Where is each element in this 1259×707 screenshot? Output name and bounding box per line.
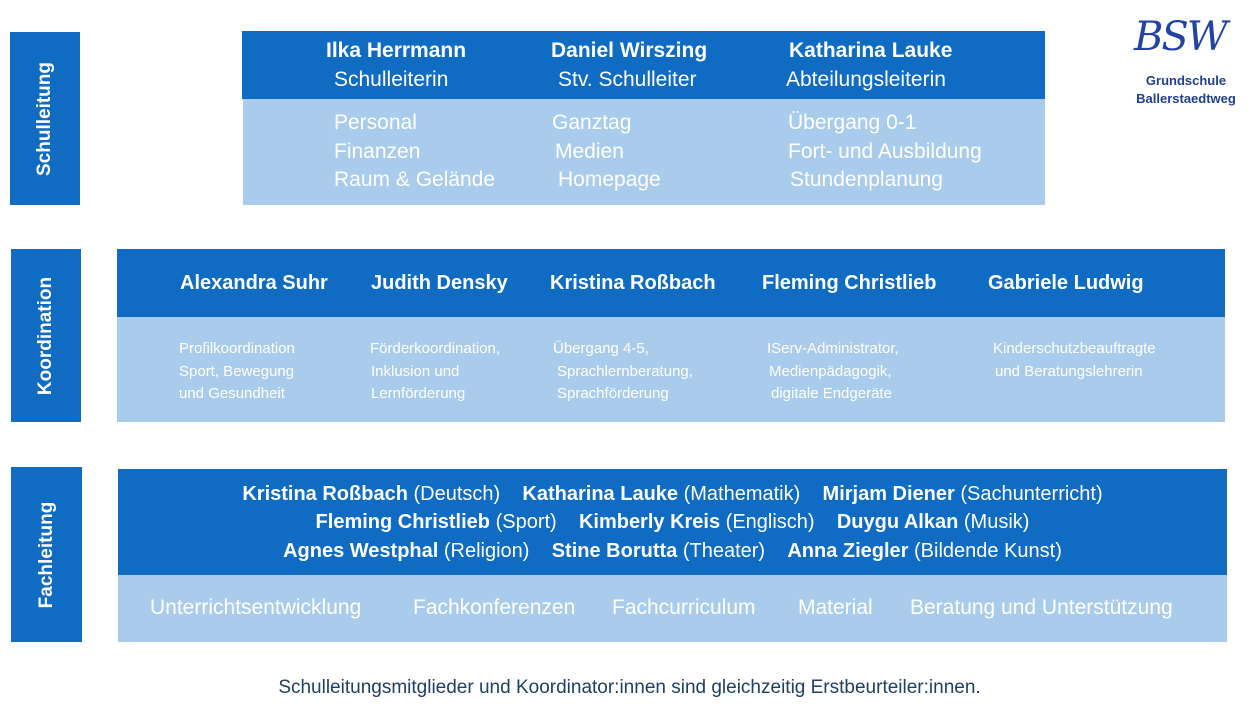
coordinator-name: Fleming Christlieb xyxy=(762,272,937,294)
task-item: Unterrichtsentwicklung xyxy=(150,596,362,619)
schulleitung-tasks-panel xyxy=(243,99,1045,205)
coordinator-name: Gabriele Ludwig xyxy=(988,272,1144,294)
coordinator-description: Förderkoordination, Inklusion und Lernförderung xyxy=(370,340,501,402)
subject-name: (Musik) xyxy=(963,511,1030,533)
fachleitung-tasks-panel xyxy=(118,575,1227,642)
task-item: Homepage xyxy=(558,168,661,191)
logo-mark: BSW xyxy=(1134,14,1226,60)
coordinator-name: Alexandra Suhr xyxy=(180,272,328,294)
coordinator-description: Kinderschutzbeauftragte und Beratungslehrerin xyxy=(993,340,1156,380)
subject-lead-name: Fleming Christlieb xyxy=(315,511,491,533)
subject-lead-name: Kimberly Kreis xyxy=(578,511,721,533)
section-label-koordination: Koordination xyxy=(11,249,81,422)
task-item: Übergang 0-1 xyxy=(788,111,917,134)
member-role: Stv. Schulleiter xyxy=(558,68,697,91)
section-label-fachleitung: Fachleitung xyxy=(11,467,82,642)
member-name: Katharina Lauke xyxy=(789,39,953,62)
fachleitung-names-panel xyxy=(118,469,1227,575)
task-item: Fachcurriculum xyxy=(612,596,756,619)
school-logo xyxy=(1118,14,1254,114)
coordinator-description: Übergang 4-5, Sprachlernberatung, Sprachförderung xyxy=(553,340,693,402)
footer-note: Schulleitungsmitglieder und Koordinator:innen sind gleichzeitig Erstbeurteiler:innen. xyxy=(278,677,981,698)
logo-line-1: Grundschule xyxy=(1145,73,1227,88)
subject-name: (Mathematik) xyxy=(683,483,801,505)
task-item: Material xyxy=(798,596,873,619)
subject-lead-name: Kristina Roßbach xyxy=(242,483,408,505)
member-role: Schulleiterin xyxy=(334,68,449,91)
subject-lead-name: Agnes Westphal xyxy=(283,540,439,562)
task-item: Fort- und Ausbildung xyxy=(788,140,982,163)
subject-name: (Sachunterricht) xyxy=(960,483,1103,505)
task-item: Personal xyxy=(334,111,417,134)
subject-leads-row xyxy=(118,540,1227,563)
task-item: Beratung und Unterstützung xyxy=(910,596,1173,619)
coordinator-description: Profilkoordination Sport, Bewegung und Gesundheit xyxy=(179,340,295,402)
koordination-names-panel xyxy=(117,249,1225,317)
subject-lead-name: Mirjam Diener xyxy=(822,483,955,505)
subject-lead-name: Katharina Lauke xyxy=(522,483,679,505)
task-item: Finanzen xyxy=(334,140,421,163)
subject-lead-name: Anna Ziegler xyxy=(787,540,909,562)
coordinator-description: IServ-Administrator, Medienpädagogik, digitale Endgeräte xyxy=(767,340,899,402)
subject-name: (Religion) xyxy=(443,540,530,562)
member-name: Ilka Herrmann xyxy=(326,39,467,62)
subject-lead-name: Stine Borutta xyxy=(551,540,678,562)
member-role: Abteilungsleiterin xyxy=(786,68,946,91)
subject-leads-row xyxy=(118,483,1227,506)
task-item: Raum & Gelände xyxy=(334,168,496,191)
section-label-schulleitung: Schulleitung xyxy=(10,32,80,205)
subject-name: (Theater) xyxy=(682,540,766,562)
task-item: Medien xyxy=(555,140,624,163)
subject-lead-name: Duygu Alkan xyxy=(836,511,959,533)
task-item: Fachkonferenzen xyxy=(413,596,576,619)
task-item: Ganztag xyxy=(552,111,632,134)
subject-name: (Sport) xyxy=(495,511,557,533)
member-name: Daniel Wirszing xyxy=(551,39,708,62)
task-item: Stundenplanung xyxy=(790,168,943,191)
subject-name: (Bildende Kunst) xyxy=(914,540,1062,562)
subject-name: (Englisch) xyxy=(725,511,815,533)
logo-line-2: Ballerstaedtweg xyxy=(1136,91,1236,106)
coordinator-name: Kristina Roßbach xyxy=(550,272,716,294)
schulleitung-names-panel xyxy=(242,31,1045,99)
subject-name: (Deutsch) xyxy=(413,483,501,505)
koordination-desc-panel xyxy=(117,317,1225,422)
coordinator-name: Judith Densky xyxy=(371,272,508,294)
subject-leads-row xyxy=(118,511,1227,534)
